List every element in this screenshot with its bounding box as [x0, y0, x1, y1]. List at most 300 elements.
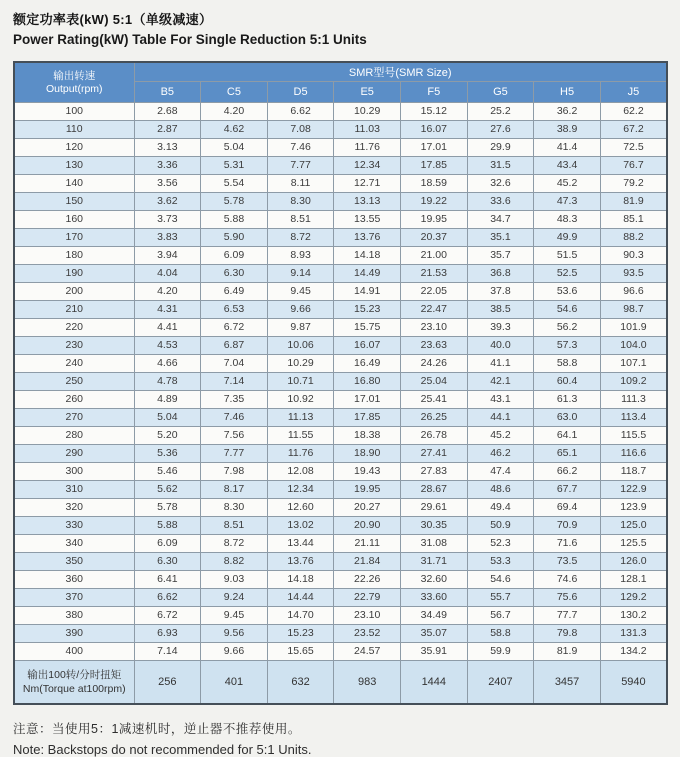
page-title-en: Power Rating(kW) Table For Single Reduction 5:1 Units	[13, 32, 367, 47]
table-row-210	[14, 301, 667, 319]
table-row-250	[14, 373, 667, 391]
table-header	[14, 62, 667, 103]
rpm-cell-370: 370	[14, 589, 134, 607]
value-cell-210-B5: 4.31	[134, 301, 201, 319]
value-cell-300-B5: 5.46	[134, 463, 201, 481]
rpm-cell-150: 150	[14, 193, 134, 211]
value-cell-390-E5: 23.52	[334, 625, 401, 643]
rpm-cell-140: 140	[14, 175, 134, 193]
value-cell-290-E5: 18.90	[334, 445, 401, 463]
torque-value-E5: 983	[334, 661, 401, 705]
value-cell-190-G5: 36.8	[467, 265, 534, 283]
table-row-380	[14, 607, 667, 625]
column-header-H5: H5	[534, 82, 601, 103]
value-cell-160-H5: 48.3	[534, 211, 601, 229]
value-cell-250-F5: 25.04	[401, 373, 468, 391]
value-cell-190-E5: 14.49	[334, 265, 401, 283]
table-row-360	[14, 571, 667, 589]
column-header-G5: G5	[467, 82, 534, 103]
value-cell-270-B5: 5.04	[134, 409, 201, 427]
value-cell-340-E5: 21.11	[334, 535, 401, 553]
table-row-160	[14, 211, 667, 229]
torque-value-G5: 2407	[467, 661, 534, 705]
value-cell-290-F5: 27.41	[401, 445, 468, 463]
value-cell-240-F5: 24.26	[401, 355, 468, 373]
table-row-300	[14, 463, 667, 481]
value-cell-270-D5: 11.13	[267, 409, 334, 427]
value-cell-210-D5: 9.66	[267, 301, 334, 319]
value-cell-110-E5: 11.03	[334, 121, 401, 139]
value-cell-200-D5: 9.45	[267, 283, 334, 301]
value-cell-390-B5: 6.93	[134, 625, 201, 643]
value-cell-400-F5: 35.91	[401, 643, 468, 661]
footer-notes	[13, 719, 668, 757]
table-footer	[14, 661, 667, 705]
value-cell-150-G5: 33.6	[467, 193, 534, 211]
table-row-370	[14, 589, 667, 607]
value-cell-100-H5: 36.2	[534, 103, 601, 121]
value-cell-240-B5: 4.66	[134, 355, 201, 373]
value-cell-380-F5: 34.49	[401, 607, 468, 625]
value-cell-370-J5: 129.2	[600, 589, 667, 607]
table-row-340	[14, 535, 667, 553]
value-cell-390-J5: 131.3	[600, 625, 667, 643]
value-cell-210-F5: 22.47	[401, 301, 468, 319]
note-en: Note: Backstops do not recommended for 5:1 Units.	[13, 742, 312, 757]
value-cell-330-C5: 8.51	[201, 517, 268, 535]
rpm-cell-120: 120	[14, 139, 134, 157]
value-cell-380-D5: 14.70	[267, 607, 334, 625]
value-cell-100-B5: 2.68	[134, 103, 201, 121]
value-cell-200-B5: 4.20	[134, 283, 201, 301]
value-cell-380-H5: 77.7	[534, 607, 601, 625]
value-cell-200-J5: 96.6	[600, 283, 667, 301]
rpm-cell-340: 340	[14, 535, 134, 553]
value-cell-120-B5: 3.13	[134, 139, 201, 157]
torque-value-B5: 256	[134, 661, 201, 705]
value-cell-380-B5: 6.72	[134, 607, 201, 625]
value-cell-280-J5: 115.5	[600, 427, 667, 445]
rpm-cell-130: 130	[14, 157, 134, 175]
page-title-zh: 额定功率表(kW) 5:1（单级减速）	[13, 12, 213, 27]
value-cell-110-B5: 2.87	[134, 121, 201, 139]
column-header-D5: D5	[267, 82, 334, 103]
value-cell-160-F5: 19.95	[401, 211, 468, 229]
value-cell-110-F5: 16.07	[401, 121, 468, 139]
column-header-F5: F5	[401, 82, 468, 103]
value-cell-390-F5: 35.07	[401, 625, 468, 643]
rpm-cell-210: 210	[14, 301, 134, 319]
rpm-cell-100: 100	[14, 103, 134, 121]
value-cell-170-B5: 3.83	[134, 229, 201, 247]
value-cell-310-G5: 48.6	[467, 481, 534, 499]
rpm-cell-250: 250	[14, 373, 134, 391]
value-cell-100-C5: 4.20	[201, 103, 268, 121]
value-cell-250-E5: 16.80	[334, 373, 401, 391]
value-cell-210-J5: 98.7	[600, 301, 667, 319]
rpm-cell-170: 170	[14, 229, 134, 247]
value-cell-400-E5: 24.57	[334, 643, 401, 661]
value-cell-290-J5: 116.6	[600, 445, 667, 463]
torque-label-en: Nm(Torque at100rpm)	[22, 683, 126, 695]
value-cell-370-H5: 75.6	[534, 589, 601, 607]
rpm-cell-160: 160	[14, 211, 134, 229]
value-cell-350-D5: 13.76	[267, 553, 334, 571]
value-cell-240-E5: 16.49	[334, 355, 401, 373]
value-cell-290-B5: 5.36	[134, 445, 201, 463]
value-cell-400-D5: 15.65	[267, 643, 334, 661]
value-cell-390-H5: 79.8	[534, 625, 601, 643]
value-cell-290-H5: 65.1	[534, 445, 601, 463]
value-cell-250-G5: 42.1	[467, 373, 534, 391]
value-cell-260-B5: 4.89	[134, 391, 201, 409]
value-cell-190-C5: 6.30	[201, 265, 268, 283]
value-cell-320-D5: 12.60	[267, 499, 334, 517]
value-cell-330-G5: 50.9	[467, 517, 534, 535]
value-cell-260-G5: 43.1	[467, 391, 534, 409]
value-cell-180-D5: 8.93	[267, 247, 334, 265]
value-cell-360-H5: 74.6	[534, 571, 601, 589]
table-row-290	[14, 445, 667, 463]
value-cell-120-D5: 7.46	[267, 139, 334, 157]
rpm-cell-300: 300	[14, 463, 134, 481]
value-cell-160-D5: 8.51	[267, 211, 334, 229]
value-cell-220-F5: 23.10	[401, 319, 468, 337]
value-cell-310-J5: 122.9	[600, 481, 667, 499]
value-cell-150-C5: 5.78	[201, 193, 268, 211]
column-header-C5: C5	[201, 82, 268, 103]
value-cell-330-J5: 125.0	[600, 517, 667, 535]
table-row-400	[14, 643, 667, 661]
smr-size-group-header: SMR型号(SMR Size)	[134, 62, 667, 82]
value-cell-180-H5: 51.5	[534, 247, 601, 265]
value-cell-160-C5: 5.88	[201, 211, 268, 229]
value-cell-130-C5: 5.31	[201, 157, 268, 175]
value-cell-370-B5: 6.62	[134, 589, 201, 607]
value-cell-250-B5: 4.78	[134, 373, 201, 391]
value-cell-290-G5: 46.2	[467, 445, 534, 463]
value-cell-180-G5: 35.7	[467, 247, 534, 265]
value-cell-380-C5: 9.45	[201, 607, 268, 625]
value-cell-280-H5: 64.1	[534, 427, 601, 445]
value-cell-280-E5: 18.38	[334, 427, 401, 445]
value-cell-320-G5: 49.4	[467, 499, 534, 517]
table-row-120	[14, 139, 667, 157]
value-cell-280-D5: 11.55	[267, 427, 334, 445]
value-cell-130-J5: 76.7	[600, 157, 667, 175]
value-cell-400-G5: 59.9	[467, 643, 534, 661]
value-cell-270-C5: 7.46	[201, 409, 268, 427]
value-cell-330-H5: 70.9	[534, 517, 601, 535]
value-cell-240-G5: 41.1	[467, 355, 534, 373]
value-cell-330-D5: 13.02	[267, 517, 334, 535]
table-row-280	[14, 427, 667, 445]
value-cell-280-B5: 5.20	[134, 427, 201, 445]
value-cell-100-J5: 62.2	[600, 103, 667, 121]
value-cell-190-F5: 21.53	[401, 265, 468, 283]
value-cell-120-E5: 11.76	[334, 139, 401, 157]
value-cell-190-B5: 4.04	[134, 265, 201, 283]
value-cell-160-E5: 13.55	[334, 211, 401, 229]
value-cell-140-D5: 8.11	[267, 175, 334, 193]
value-cell-130-H5: 43.4	[534, 157, 601, 175]
value-cell-330-F5: 30.35	[401, 517, 468, 535]
output-rpm-header-en: Output(rpm)	[45, 82, 103, 95]
value-cell-160-B5: 3.73	[134, 211, 201, 229]
value-cell-330-E5: 20.90	[334, 517, 401, 535]
value-cell-310-D5: 12.34	[267, 481, 334, 499]
rpm-cell-280: 280	[14, 427, 134, 445]
value-cell-230-J5: 104.0	[600, 337, 667, 355]
value-cell-380-G5: 56.7	[467, 607, 534, 625]
column-header-J5: J5	[600, 82, 667, 103]
value-cell-180-C5: 6.09	[201, 247, 268, 265]
value-cell-260-E5: 17.01	[334, 391, 401, 409]
value-cell-260-F5: 25.41	[401, 391, 468, 409]
value-cell-380-E5: 23.10	[334, 607, 401, 625]
value-cell-190-J5: 93.5	[600, 265, 667, 283]
value-cell-360-C5: 9.03	[201, 571, 268, 589]
value-cell-370-E5: 22.79	[334, 589, 401, 607]
value-cell-400-H5: 81.9	[534, 643, 601, 661]
table-row-100	[14, 103, 667, 121]
value-cell-200-G5: 37.8	[467, 283, 534, 301]
note-zh: 注意：当使用5：1减速机时，逆止器不推荐使用。	[13, 722, 301, 736]
rpm-cell-380: 380	[14, 607, 134, 625]
value-cell-200-C5: 6.49	[201, 283, 268, 301]
value-cell-310-F5: 28.67	[401, 481, 468, 499]
value-cell-310-E5: 19.95	[334, 481, 401, 499]
value-cell-320-J5: 123.9	[600, 499, 667, 517]
value-cell-360-E5: 22.26	[334, 571, 401, 589]
value-cell-220-D5: 9.87	[267, 319, 334, 337]
table-row-170	[14, 229, 667, 247]
value-cell-300-E5: 19.43	[334, 463, 401, 481]
value-cell-370-G5: 55.7	[467, 589, 534, 607]
value-cell-170-H5: 49.9	[534, 229, 601, 247]
value-cell-190-D5: 9.14	[267, 265, 334, 283]
value-cell-360-B5: 6.41	[134, 571, 201, 589]
table-row-190	[14, 265, 667, 283]
value-cell-340-G5: 52.3	[467, 535, 534, 553]
value-cell-180-J5: 90.3	[600, 247, 667, 265]
value-cell-240-D5: 10.29	[267, 355, 334, 373]
value-cell-140-H5: 45.2	[534, 175, 601, 193]
value-cell-320-E5: 20.27	[334, 499, 401, 517]
value-cell-340-B5: 6.09	[134, 535, 201, 553]
value-cell-340-J5: 125.5	[600, 535, 667, 553]
value-cell-260-D5: 10.92	[267, 391, 334, 409]
value-cell-110-J5: 67.2	[600, 121, 667, 139]
value-cell-130-B5: 3.36	[134, 157, 201, 175]
value-cell-230-D5: 10.06	[267, 337, 334, 355]
value-cell-170-J5: 88.2	[600, 229, 667, 247]
value-cell-140-F5: 18.59	[401, 175, 468, 193]
value-cell-130-G5: 31.5	[467, 157, 534, 175]
value-cell-270-H5: 63.0	[534, 409, 601, 427]
value-cell-170-E5: 13.76	[334, 229, 401, 247]
value-cell-360-F5: 32.60	[401, 571, 468, 589]
value-cell-360-D5: 14.18	[267, 571, 334, 589]
value-cell-180-E5: 14.18	[334, 247, 401, 265]
value-cell-200-H5: 53.6	[534, 283, 601, 301]
value-cell-150-J5: 81.9	[600, 193, 667, 211]
value-cell-170-F5: 20.37	[401, 229, 468, 247]
value-cell-130-E5: 12.34	[334, 157, 401, 175]
value-cell-150-B5: 3.62	[134, 193, 201, 211]
value-cell-200-F5: 22.05	[401, 283, 468, 301]
table-row-350	[14, 553, 667, 571]
value-cell-310-H5: 67.7	[534, 481, 601, 499]
value-cell-150-D5: 8.30	[267, 193, 334, 211]
value-cell-230-H5: 57.3	[534, 337, 601, 355]
rpm-cell-110: 110	[14, 121, 134, 139]
rpm-cell-310: 310	[14, 481, 134, 499]
value-cell-180-B5: 3.94	[134, 247, 201, 265]
value-cell-270-F5: 26.25	[401, 409, 468, 427]
value-cell-280-C5: 7.56	[201, 427, 268, 445]
value-cell-130-D5: 7.77	[267, 157, 334, 175]
rpm-cell-260: 260	[14, 391, 134, 409]
value-cell-290-D5: 11.76	[267, 445, 334, 463]
value-cell-300-C5: 7.98	[201, 463, 268, 481]
value-cell-350-B5: 6.30	[134, 553, 201, 571]
value-cell-160-G5: 34.7	[467, 211, 534, 229]
value-cell-160-J5: 85.1	[600, 211, 667, 229]
rpm-cell-220: 220	[14, 319, 134, 337]
rpm-cell-190: 190	[14, 265, 134, 283]
value-cell-270-E5: 17.85	[334, 409, 401, 427]
value-cell-210-G5: 38.5	[467, 301, 534, 319]
value-cell-170-C5: 5.90	[201, 229, 268, 247]
value-cell-110-H5: 38.9	[534, 121, 601, 139]
value-cell-380-J5: 130.2	[600, 607, 667, 625]
value-cell-220-C5: 6.72	[201, 319, 268, 337]
value-cell-230-B5: 4.53	[134, 337, 201, 355]
value-cell-250-J5: 109.2	[600, 373, 667, 391]
value-cell-300-F5: 27.83	[401, 463, 468, 481]
value-cell-310-B5: 5.62	[134, 481, 201, 499]
value-cell-120-J5: 72.5	[600, 139, 667, 157]
column-header-E5: E5	[334, 82, 401, 103]
torque-value-H5: 3457	[534, 661, 601, 705]
value-cell-390-D5: 15.23	[267, 625, 334, 643]
value-cell-220-J5: 101.9	[600, 319, 667, 337]
table-row-230	[14, 337, 667, 355]
value-cell-370-C5: 9.24	[201, 589, 268, 607]
value-cell-290-C5: 7.77	[201, 445, 268, 463]
value-cell-150-H5: 47.3	[534, 193, 601, 211]
value-cell-130-F5: 17.85	[401, 157, 468, 175]
value-cell-350-F5: 31.71	[401, 553, 468, 571]
table-row-200	[14, 283, 667, 301]
value-cell-390-C5: 9.56	[201, 625, 268, 643]
value-cell-120-G5: 29.9	[467, 139, 534, 157]
rpm-cell-180: 180	[14, 247, 134, 265]
value-cell-280-F5: 26.78	[401, 427, 468, 445]
value-cell-340-D5: 13.44	[267, 535, 334, 553]
value-cell-250-C5: 7.14	[201, 373, 268, 391]
table-row-390	[14, 625, 667, 643]
output-rpm-header-zh: 输出转速	[53, 69, 96, 82]
rpm-cell-270: 270	[14, 409, 134, 427]
column-header-B5: B5	[134, 82, 201, 103]
value-cell-190-H5: 52.5	[534, 265, 601, 283]
rpm-cell-390: 390	[14, 625, 134, 643]
value-cell-270-G5: 44.1	[467, 409, 534, 427]
value-cell-110-C5: 4.62	[201, 121, 268, 139]
rpm-cell-240: 240	[14, 355, 134, 373]
value-cell-300-H5: 66.2	[534, 463, 601, 481]
torque-value-D5: 632	[267, 661, 334, 705]
value-cell-370-F5: 33.60	[401, 589, 468, 607]
rpm-cell-330: 330	[14, 517, 134, 535]
table-row-330	[14, 517, 667, 535]
torque-row-label	[14, 661, 134, 705]
value-cell-180-F5: 21.00	[401, 247, 468, 265]
value-cell-220-B5: 4.41	[134, 319, 201, 337]
table-row-180	[14, 247, 667, 265]
value-cell-240-J5: 107.1	[600, 355, 667, 373]
value-cell-350-C5: 8.82	[201, 553, 268, 571]
value-cell-400-J5: 134.2	[600, 643, 667, 661]
torque-label-zh: 输出100转/分时扭矩	[27, 669, 122, 681]
value-cell-140-G5: 32.6	[467, 175, 534, 193]
value-cell-280-G5: 45.2	[467, 427, 534, 445]
table-row-220	[14, 319, 667, 337]
torque-row	[14, 661, 667, 705]
value-cell-120-C5: 5.04	[201, 139, 268, 157]
table-row-320	[14, 499, 667, 517]
value-cell-350-J5: 126.0	[600, 553, 667, 571]
table-row-150	[14, 193, 667, 211]
value-cell-220-E5: 15.75	[334, 319, 401, 337]
table-row-130	[14, 157, 667, 175]
value-cell-230-E5: 16.07	[334, 337, 401, 355]
value-cell-340-H5: 71.6	[534, 535, 601, 553]
value-cell-320-C5: 8.30	[201, 499, 268, 517]
value-cell-110-G5: 27.6	[467, 121, 534, 139]
value-cell-320-H5: 69.4	[534, 499, 601, 517]
output-rpm-header	[14, 62, 134, 103]
value-cell-100-E5: 10.29	[334, 103, 401, 121]
value-cell-340-C5: 8.72	[201, 535, 268, 553]
power-rating-table	[13, 61, 668, 705]
torque-value-J5: 5940	[600, 661, 667, 705]
table-body	[14, 103, 667, 661]
value-cell-170-G5: 35.1	[467, 229, 534, 247]
value-cell-200-E5: 14.91	[334, 283, 401, 301]
value-cell-240-C5: 7.04	[201, 355, 268, 373]
value-cell-260-J5: 111.3	[600, 391, 667, 409]
value-cell-210-H5: 54.6	[534, 301, 601, 319]
value-cell-250-D5: 10.71	[267, 373, 334, 391]
value-cell-350-E5: 21.84	[334, 553, 401, 571]
value-cell-350-H5: 73.5	[534, 553, 601, 571]
table-row-110	[14, 121, 667, 139]
group-header-row	[14, 62, 667, 82]
value-cell-120-F5: 17.01	[401, 139, 468, 157]
rpm-cell-360: 360	[14, 571, 134, 589]
value-cell-220-G5: 39.3	[467, 319, 534, 337]
value-cell-400-B5: 7.14	[134, 643, 201, 661]
value-cell-270-J5: 113.4	[600, 409, 667, 427]
value-cell-250-H5: 60.4	[534, 373, 601, 391]
value-cell-120-H5: 41.4	[534, 139, 601, 157]
torque-value-C5: 401	[201, 661, 268, 705]
value-cell-300-G5: 47.4	[467, 463, 534, 481]
rpm-cell-230: 230	[14, 337, 134, 355]
